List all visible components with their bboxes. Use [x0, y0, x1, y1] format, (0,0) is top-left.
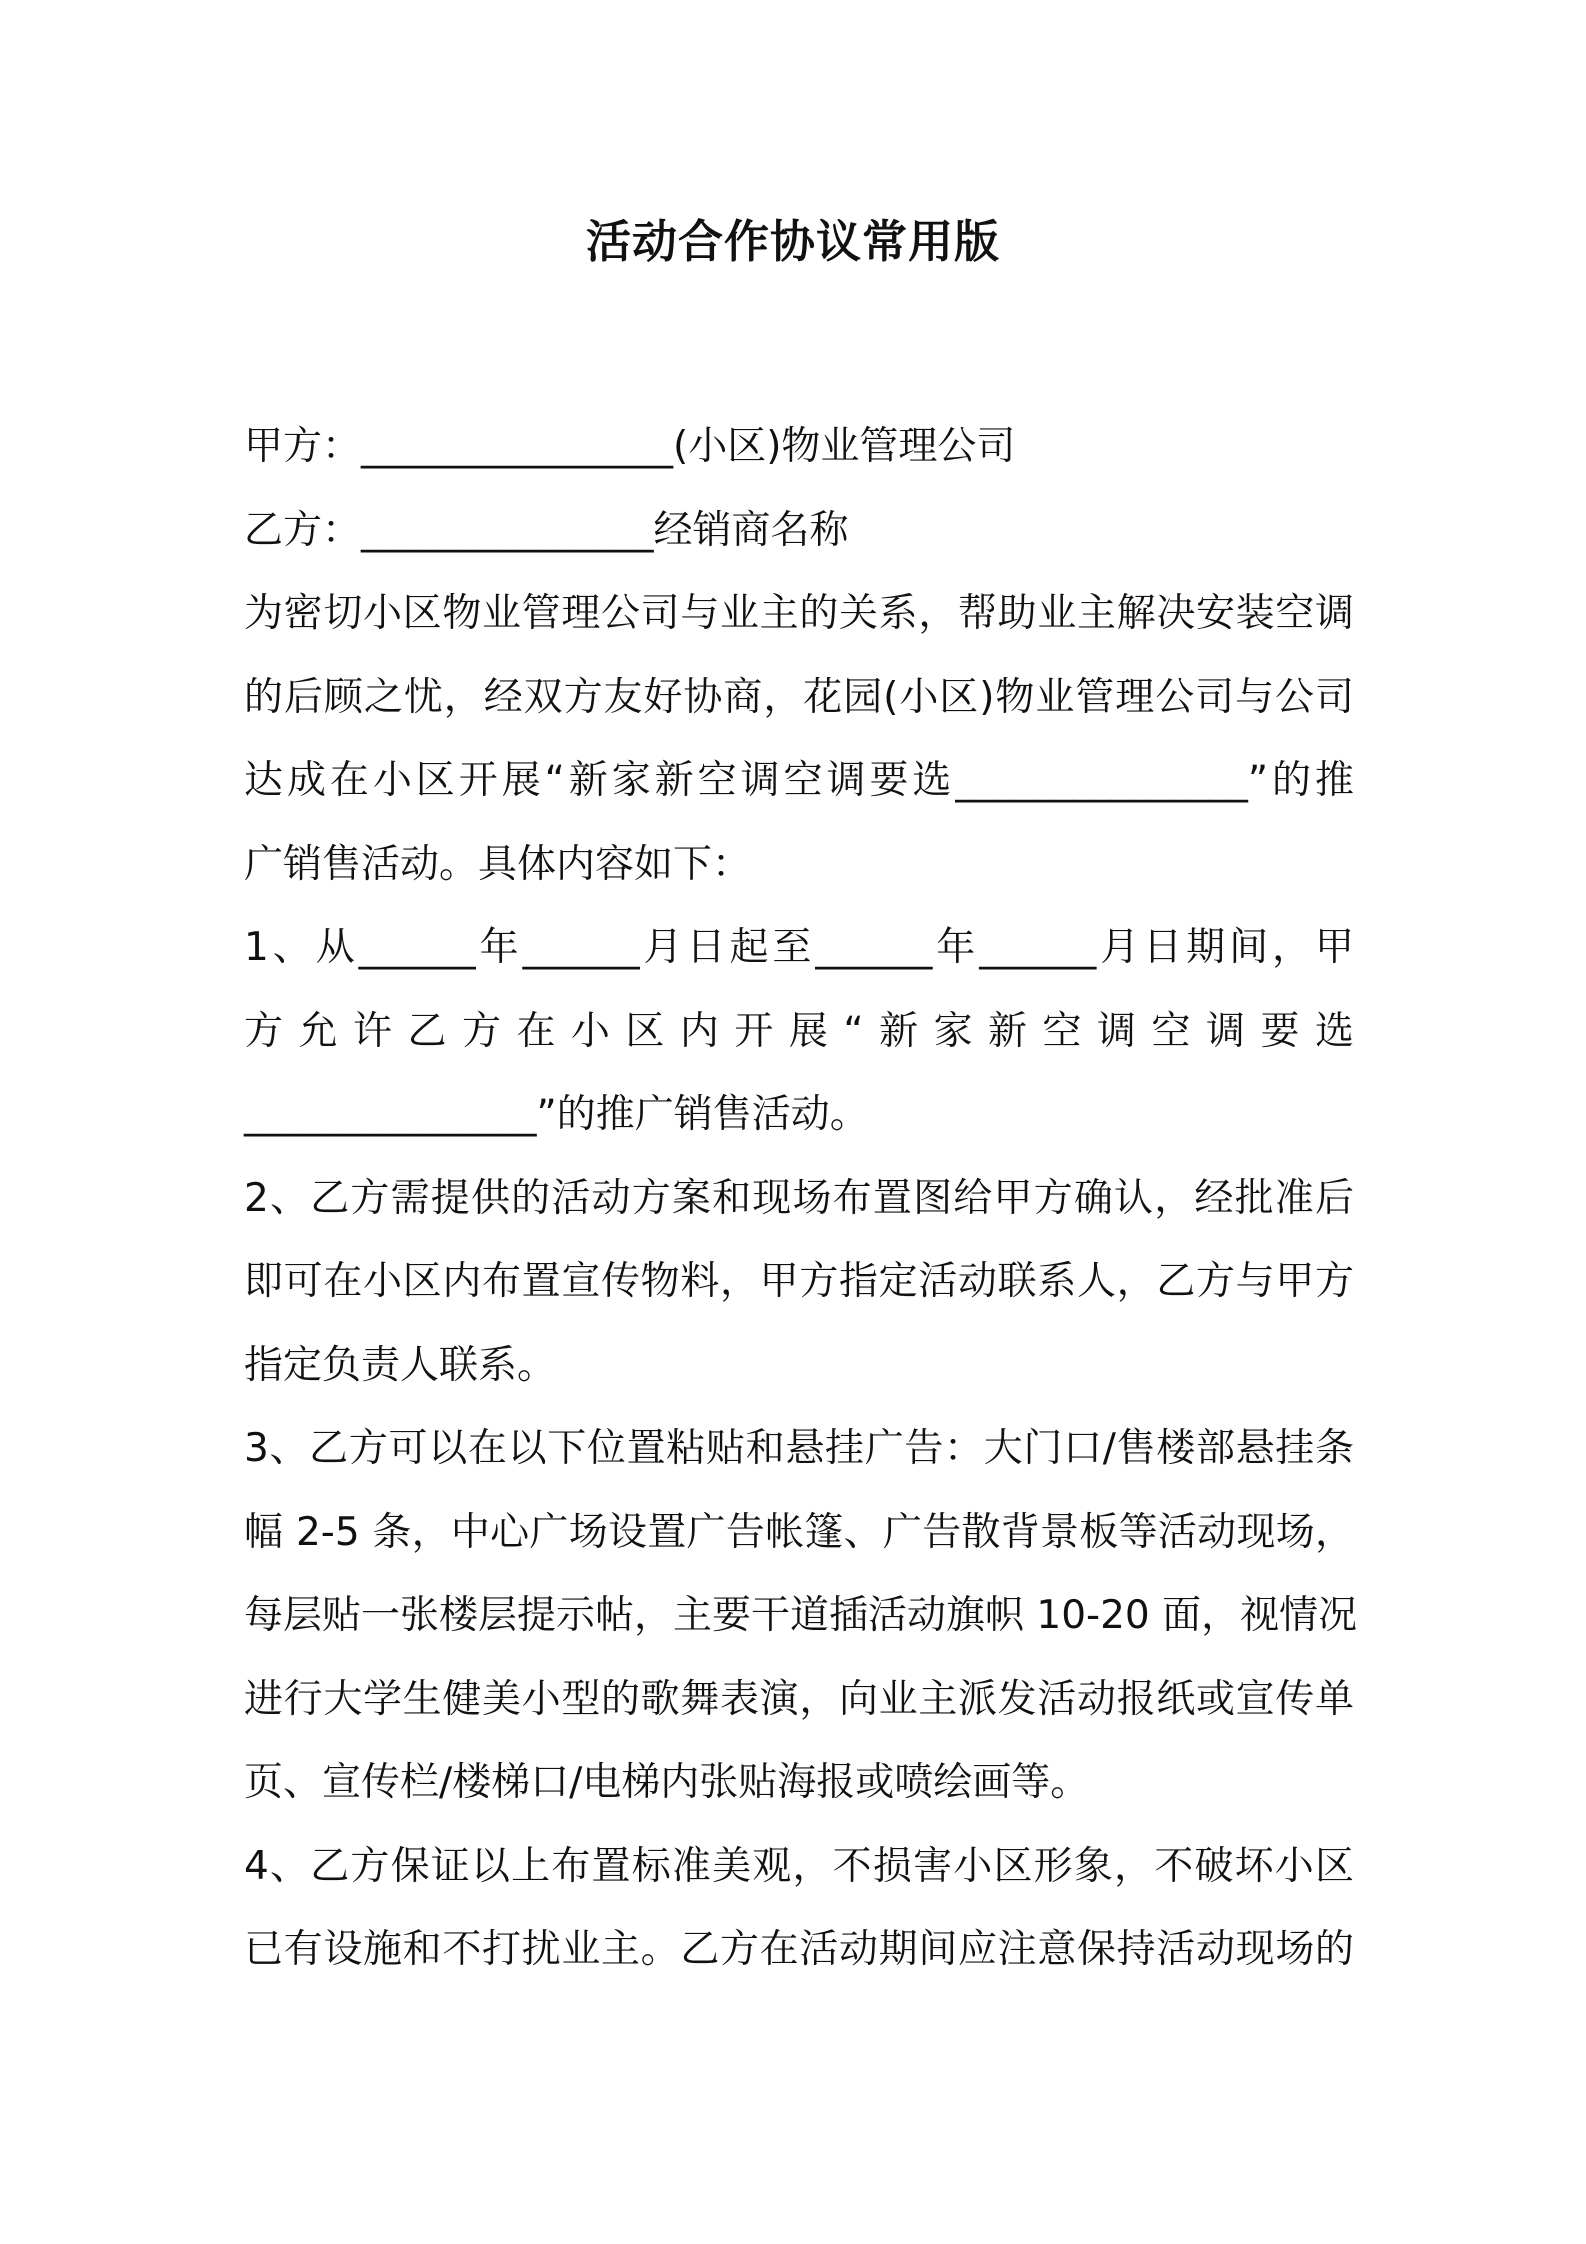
clause-4-line-2: 已有设施和不打扰业主。乙方在活动期间应注意保持活动现场的 — [244, 1927, 1354, 1972]
clause-2-line-2: 即可在小区内布置宣传物料，甲方指定活动联系人，乙方与甲方 — [244, 1259, 1354, 1304]
clause-1-line-3: _______________”的推广销售活动。 — [244, 1092, 869, 1137]
document-body — [244, 405, 1358, 1992]
intro-line-4: 广销售活动。具体内容如下： — [244, 841, 752, 887]
clause-4-line-1: 4、乙方保证以上布置标准美观，不损害小区形象，不破坏小区 — [244, 1843, 1354, 1889]
clause-3-line-1: 3、乙方可以在以下位置粘贴和悬挂广告：大门口/售楼部悬挂条 — [244, 1426, 1354, 1471]
party-b-line: 乙方：_______________经销商名称 — [244, 507, 849, 553]
party-a-line: 甲方：________________(小区)物业管理公司 — [244, 424, 1016, 469]
clause-3-line-3: 每层贴一张楼层提示帖，主要干道插活动旗帜 10-20 面，视情况 — [244, 1593, 1358, 1638]
clause-2-line-3: 指定负责人联系。 — [244, 1342, 557, 1388]
intro-line-1: 为密切小区物业管理公司与业主的关系，帮助业主解决安装空调 — [244, 591, 1354, 636]
clause-3-line-5: 页、宣传栏/楼梯口/电梯内张贴海报或喷绘画等。 — [244, 1760, 1090, 1805]
clause-1-line-2: 方允许乙方在小区内开展“新家新空调空调要选 — [244, 1008, 1354, 1054]
clause-3-line-2: 幅 2-5 条，中心广场设置广告帐篷、广告散背景板等活动现场， — [244, 1509, 1354, 1555]
clause-1-line-1: 1、从______年______月日起至______年______月日期间，甲 — [244, 925, 1354, 970]
document-title: 活动合作协议常用版 — [585, 215, 1000, 268]
clause-3-line-4: 进行大学生健美小型的歌舞表演，向业主派发活动报纸或宣传单 — [244, 1676, 1354, 1722]
intro-line-2: 的后顾之忧，经双方友好协商，花园(小区)物业管理公司与公司 — [244, 674, 1354, 720]
clause-2-line-1: 2、乙方需提供的活动方案和现场布置图给甲方确认，经批准后 — [244, 1175, 1354, 1221]
intro-line-3: 达成在小区开展“新家新空调空调要选_______________”的推 — [244, 758, 1354, 803]
